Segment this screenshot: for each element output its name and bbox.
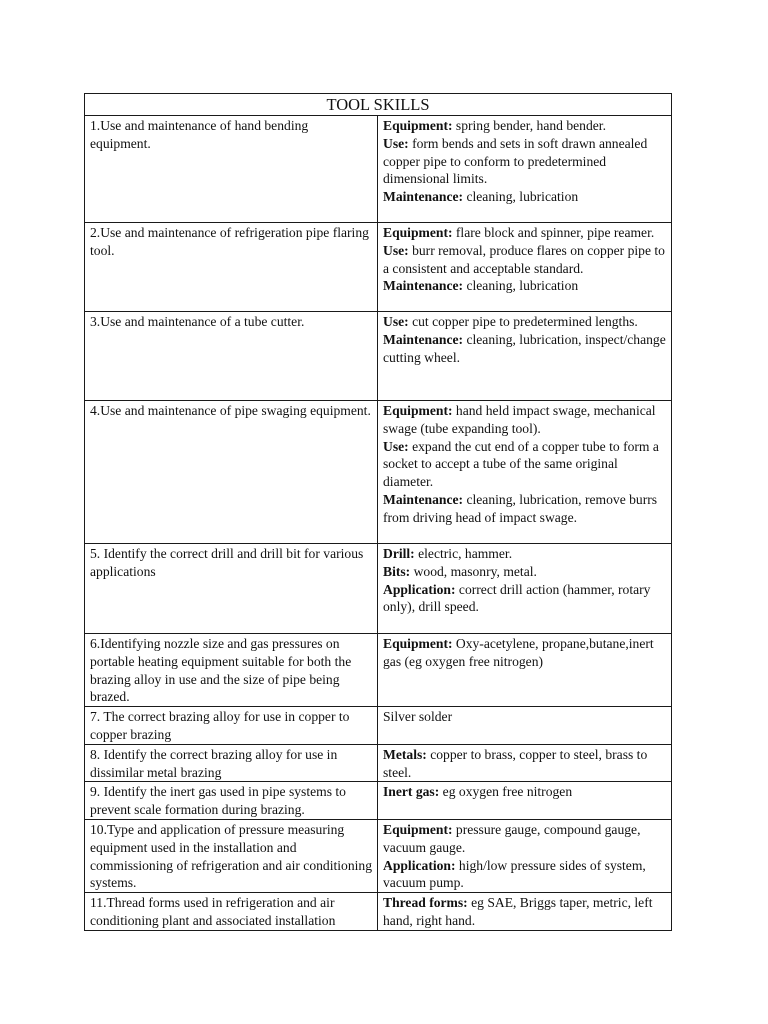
detail-line <box>383 563 666 581</box>
skill-cell: 8. Identify the correct brazing alloy for use in dissimilar metal brazing <box>85 744 378 782</box>
skill-cell: 3.Use and maintenance of a tube cutter. <box>85 312 378 401</box>
detail-text: cleaning, lubrication <box>463 278 579 294</box>
detail-label: Use: <box>383 242 409 258</box>
detail-label: Bits: <box>383 563 411 579</box>
detail-label: Metals: <box>383 746 427 762</box>
detail-line <box>383 857 666 893</box>
skill-cell: 10.Type and application of pressure measuring equipment used in the installation and commissioning of refrigeration and air conditioning systems. <box>85 819 378 892</box>
table-row <box>85 782 672 820</box>
details-cell <box>378 544 672 634</box>
detail-text: electric, hammer. <box>414 546 513 561</box>
details-cell <box>378 223 672 312</box>
detail-text: burr removal, produce flares on copper pipe to a consistent and acceptable standard. <box>383 242 665 276</box>
detail-label: Maintenance: <box>383 278 464 294</box>
detail-text: expand the cut end of a copper tube to form a socket to accept a tube of the same original diameter. <box>383 438 659 490</box>
detail-label: Application: <box>383 857 456 873</box>
title-row <box>85 94 672 116</box>
detail-line <box>383 224 666 242</box>
details-cell <box>378 744 672 782</box>
detail-label: Thread forms: <box>383 895 468 911</box>
detail-line <box>383 188 666 206</box>
detail-label: Maintenance: <box>383 491 464 507</box>
detail-line <box>383 242 666 278</box>
detail-text: cleaning, lubrication <box>463 189 579 205</box>
detail-line <box>383 135 666 188</box>
detail-text: correct drill action (hammer, rotary only), drill speed. <box>383 581 651 615</box>
detail-text: cleaning, lubrication, remove burrs from driving head of impact swage. <box>383 491 658 525</box>
detail-line <box>383 783 666 801</box>
details-cell <box>378 819 672 892</box>
detail-label: Equipment: <box>383 636 453 651</box>
detail-text: Oxy-acetylene, propane,butane,inert gas (eg oxygen free nitrogen) <box>383 636 654 669</box>
detail-line <box>383 746 666 782</box>
skill-cell: 2.Use and maintenance of refrigeration pipe flaring tool. <box>85 223 378 312</box>
detail-text: copper to brass, copper to steel, brass to steel. <box>383 746 648 780</box>
detail-line <box>383 277 666 295</box>
detail-line <box>383 402 666 438</box>
details-cell <box>378 116 672 223</box>
detail-text: eg oxygen free nitrogen <box>439 784 573 800</box>
details-cell <box>378 782 672 820</box>
table-row <box>85 634 672 707</box>
detail-text: pressure gauge, compound gauge, vacuum gauge. <box>383 821 641 855</box>
detail-text: cut copper pipe to predetermined lengths. <box>408 314 638 329</box>
detail-line <box>383 313 666 331</box>
table-row <box>85 312 672 401</box>
detail-line <box>383 545 666 563</box>
skill-cell: 6.Identifying nozzle size and gas pressures on portable heating equipment suitable for both the brazing alloy in use and the size of pipe being brazed. <box>85 634 378 707</box>
detail-line <box>383 491 666 527</box>
detail-label: Equipment: <box>383 225 453 240</box>
tool-skills-table <box>84 93 672 931</box>
detail-line <box>383 438 666 491</box>
detail-label: Maintenance: <box>383 331 464 347</box>
table-row <box>85 223 672 312</box>
skill-cell: 1.Use and maintenance of hand bending equipment. <box>85 116 378 223</box>
detail-text: high/low pressure sides of system, vacuum pump. <box>383 857 646 891</box>
detail-text: flare block and spinner, pipe reamer. <box>452 225 655 240</box>
detail-label: Inert gas: <box>383 784 440 800</box>
detail-line <box>383 894 666 930</box>
detail-label: Maintenance: <box>383 189 464 205</box>
detail-text: form bends and sets in soft drawn annealed copper pipe to conform to predetermined dimensional limits. <box>383 135 648 187</box>
document-page <box>84 93 671 931</box>
skill-cell: 7. The correct brazing alloy for use in copper to copper brazing <box>85 707 378 745</box>
detail-line <box>383 331 666 367</box>
skill-cell: 4.Use and maintenance of pipe swaging equipment. <box>85 401 378 544</box>
table-row <box>85 893 672 931</box>
detail-line <box>383 581 666 617</box>
detail-label: Use: <box>383 314 409 329</box>
detail-text: spring bender, hand bender. <box>452 118 606 133</box>
detail-label: Drill: <box>383 546 415 561</box>
skill-cell: 11.Thread forms used in refrigeration and air conditioning plant and associated installation <box>85 893 378 931</box>
table-row <box>85 401 672 544</box>
table-row <box>85 116 672 223</box>
detail-line <box>383 117 666 135</box>
table-row <box>85 544 672 634</box>
details-cell <box>378 312 672 401</box>
detail-line <box>383 708 666 726</box>
detail-label: Application: <box>383 581 456 597</box>
detail-line <box>383 821 666 857</box>
detail-label: Use: <box>383 135 409 151</box>
detail-text: eg SAE, Briggs taper, metric, left hand, right hand. <box>383 895 653 928</box>
table-row <box>85 819 672 892</box>
detail-label: Equipment: <box>383 118 453 133</box>
detail-line <box>383 635 666 671</box>
details-cell <box>378 634 672 707</box>
skill-cell: 5. Identify the correct drill and drill bit for various applications <box>85 544 378 634</box>
details-cell <box>378 401 672 544</box>
detail-label: Use: <box>383 438 409 454</box>
table-body <box>85 94 672 931</box>
skill-cell: 9. Identify the inert gas used in pipe systems to prevent scale formation during brazing. <box>85 782 378 820</box>
detail-text: hand held impact swage, mechanical swage (tube expanding tool). <box>383 403 656 436</box>
detail-text: Silver solder <box>383 709 453 725</box>
details-cell <box>378 707 672 745</box>
detail-text: cleaning, lubrication, inspect/change cutting wheel. <box>383 331 666 365</box>
table-row <box>85 707 672 745</box>
details-cell <box>378 893 672 931</box>
table-title: TOOL SKILLS <box>85 94 672 116</box>
table-row <box>85 744 672 782</box>
detail-label: Equipment: <box>383 821 453 837</box>
detail-text: wood, masonry, metal. <box>410 563 537 579</box>
detail-label: Equipment: <box>383 403 453 418</box>
